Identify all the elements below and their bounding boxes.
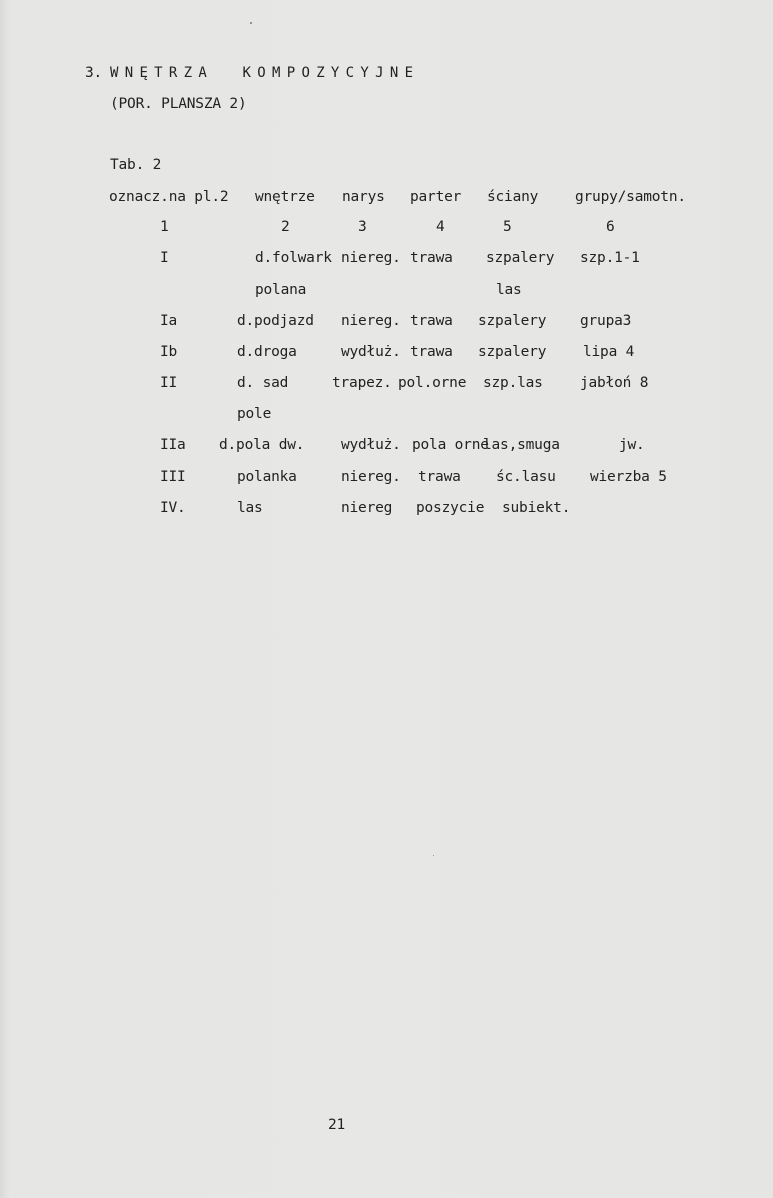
table-cell: II (160, 375, 178, 391)
table-cell: d. sad (237, 375, 289, 391)
table-header-cell: wnętrze (255, 189, 315, 205)
table-cell: d.droga (237, 344, 297, 360)
table-cell: szpalery (486, 250, 555, 266)
table-cell: trawa (418, 469, 461, 485)
table-cell: trawa (410, 344, 453, 360)
table-cell: las (237, 500, 263, 516)
table-cell: poszycie (416, 500, 485, 516)
table-cell: III (160, 469, 186, 485)
table-cell: IV. (160, 500, 186, 516)
table-cell: Ib (160, 344, 178, 360)
table-cell: wydłuż. (341, 344, 401, 360)
table-cell: Ia (160, 313, 178, 329)
table-cell: niereg. (341, 469, 401, 485)
table-cell: trawa (410, 250, 453, 266)
column-number: 3 (358, 219, 367, 235)
table-cell: szpalery (478, 313, 547, 329)
table-cell: wierzba 5 (590, 469, 667, 485)
table-cell: pole (237, 406, 272, 422)
table-cell: trawa (410, 313, 453, 329)
table-cell: lipa 4 (583, 344, 635, 360)
table-cell: wydłuż. (341, 437, 401, 453)
table-cell: szpalery (478, 344, 547, 360)
table-cell: pol.orne (398, 375, 467, 391)
page-number: 21 (328, 1117, 346, 1133)
table-cell: niereg. (341, 313, 401, 329)
table-cell: śc.lasu (496, 469, 556, 485)
section-subtitle: (POR. PLANSZA 2) (110, 96, 247, 112)
table-cell: niereg (341, 500, 393, 516)
table-cell: pola orne (412, 437, 489, 453)
table-cell: jabłoń 8 (580, 375, 649, 391)
table-cell: subiekt. (502, 500, 571, 516)
table-header-cell: grupy/samotn. (575, 189, 686, 205)
column-number: 5 (503, 219, 512, 235)
paper-speck (433, 855, 434, 856)
table-cell: d.podjazd (237, 313, 314, 329)
table-cell: jw. (619, 437, 645, 453)
table-header-cell: oznacz.na pl.2 (109, 189, 229, 205)
paper-speck (250, 22, 252, 24)
table-cell: las (496, 282, 522, 298)
table-cell: polana (255, 282, 307, 298)
table-header-cell: parter (410, 189, 462, 205)
table-header-cell: ściany (487, 189, 539, 205)
table-cell: d.folwark (255, 250, 332, 266)
table-label: Tab. 2 (110, 157, 162, 173)
table-cell: IIa (160, 437, 186, 453)
table-cell: las,smuga (483, 437, 560, 453)
table-cell: polanka (237, 469, 297, 485)
table-cell: grupa3 (580, 313, 632, 329)
column-number: 2 (281, 219, 290, 235)
table-cell: d.pola dw. (219, 437, 305, 453)
table-cell: niereg. (341, 250, 401, 266)
column-number: 4 (436, 219, 445, 235)
column-number: 1 (160, 219, 169, 235)
section-number: 3. (85, 65, 103, 81)
section-title: WNĘTRZA KOMPOZYCYJNE (110, 65, 420, 81)
table-cell: szp.1-1 (580, 250, 640, 266)
column-number: 6 (606, 219, 615, 235)
table-cell: I (160, 250, 169, 266)
table-cell: trapez. (332, 375, 392, 391)
table-cell: szp.las (483, 375, 543, 391)
table-header-cell: narys (342, 189, 385, 205)
